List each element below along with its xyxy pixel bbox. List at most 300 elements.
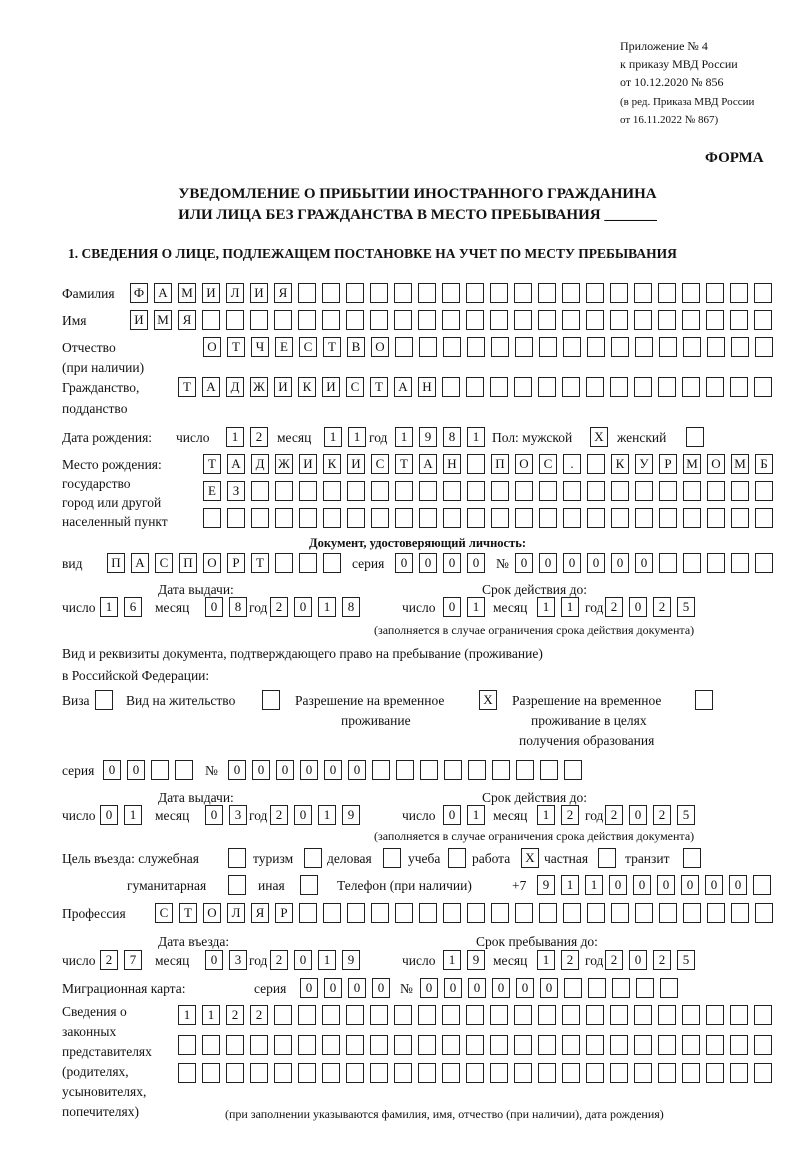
name-field-cell[interactable] [490, 310, 508, 330]
representatives-field-cell[interactable] [442, 1063, 460, 1083]
name-field-cell[interactable] [202, 310, 220, 330]
representatives-field-cell[interactable] [394, 1063, 412, 1083]
name-field-cell[interactable] [466, 310, 484, 330]
pob-field-cell[interactable] [515, 508, 533, 528]
surname-field-cell[interactable] [610, 283, 628, 303]
citizenship-field-cell[interactable]: Т [370, 377, 388, 397]
name-field-cell[interactable] [538, 310, 556, 330]
sex-male-checkbox[interactable]: X [590, 427, 608, 447]
representatives-field-cell[interactable] [754, 1005, 772, 1025]
patronymic-field-cell[interactable] [443, 337, 461, 357]
id-valid-year-field-cell[interactable]: 2 [653, 597, 671, 617]
pob-field-cell[interactable] [731, 508, 749, 528]
surname-field-cell[interactable] [442, 283, 460, 303]
representatives-field-cell[interactable] [682, 1005, 700, 1025]
representatives-field-cell[interactable] [322, 1063, 340, 1083]
representatives-field-cell[interactable] [394, 1035, 412, 1055]
right-doc-issue-year-field-cell[interactable]: 2 [270, 805, 288, 825]
name-field-cell[interactable] [586, 310, 604, 330]
pob-field-cell[interactable] [275, 508, 293, 528]
patronymic-field-cell[interactable] [683, 337, 701, 357]
id-valid-day-field-cell[interactable]: 0 [443, 597, 461, 617]
pob-field-cell[interactable] [347, 508, 365, 528]
pob-field-cell[interactable] [683, 481, 701, 501]
id-number-field-cell[interactable]: 0 [611, 553, 629, 573]
surname-field-cell[interactable] [298, 283, 316, 303]
pob-field-cell[interactable] [587, 508, 605, 528]
surname-field-cell[interactable] [346, 283, 364, 303]
profession-field-cell[interactable]: Л [227, 903, 245, 923]
id-number-field-cell[interactable]: 0 [515, 553, 533, 573]
profession-field-cell[interactable]: О [203, 903, 221, 923]
citizenship-field-cell[interactable] [562, 377, 580, 397]
surname-field-cell[interactable] [706, 283, 724, 303]
representatives-field-cell[interactable]: 2 [250, 1005, 268, 1025]
pob-field-cell[interactable] [443, 481, 461, 501]
pob-field-cell[interactable] [251, 481, 269, 501]
representatives-field-cell[interactable] [514, 1063, 532, 1083]
surname-field-cell[interactable] [370, 283, 388, 303]
patronymic-field-cell[interactable]: О [203, 337, 221, 357]
phone-field-cell[interactable]: 0 [681, 875, 699, 895]
pob-field-cell[interactable] [299, 508, 317, 528]
representatives-field-cell[interactable] [370, 1063, 388, 1083]
profession-field-cell[interactable] [467, 903, 485, 923]
name-field-cell[interactable] [514, 310, 532, 330]
surname-field-cell[interactable] [466, 283, 484, 303]
representatives-field-cell[interactable] [322, 1035, 340, 1055]
phone-field-cell[interactable]: 0 [705, 875, 723, 895]
migration-number-field-cell[interactable] [564, 978, 582, 998]
profession-field-cell[interactable] [371, 903, 389, 923]
patronymic-field-cell[interactable] [491, 337, 509, 357]
pob-field-cell[interactable] [491, 508, 509, 528]
citizenship-field-cell[interactable]: Т [178, 377, 196, 397]
representatives-field-cell[interactable] [490, 1005, 508, 1025]
pob-field-cell[interactable]: И [299, 454, 317, 474]
pob-field-cell[interactable] [371, 481, 389, 501]
pob-field-cell[interactable]: А [419, 454, 437, 474]
pob-field-cell[interactable]: Б [755, 454, 773, 474]
name-field-cell[interactable] [706, 310, 724, 330]
representatives-field-cell[interactable] [754, 1063, 772, 1083]
surname-field-cell[interactable]: А [154, 283, 172, 303]
citizenship-field-cell[interactable]: С [346, 377, 364, 397]
pob-field-cell[interactable]: Т [395, 454, 413, 474]
id-kind-field-cell[interactable] [275, 553, 293, 573]
representatives-field-cell[interactable] [226, 1063, 244, 1083]
entry-day-field-cell[interactable]: 2 [100, 950, 118, 970]
id-valid-month-field-cell[interactable]: 1 [561, 597, 579, 617]
id-valid-year-field-cell[interactable]: 5 [677, 597, 695, 617]
pob-field-cell[interactable]: Д [251, 454, 269, 474]
id-valid-year-field-cell[interactable]: 2 [605, 597, 623, 617]
patronymic-field-cell[interactable] [611, 337, 629, 357]
pob-field-cell[interactable] [755, 481, 773, 501]
representatives-field-cell[interactable] [682, 1063, 700, 1083]
migration-series-field-cell[interactable]: 0 [348, 978, 366, 998]
right-doc-issue-month-field-cell[interactable]: 3 [229, 805, 247, 825]
id-kind-field-cell[interactable]: С [155, 553, 173, 573]
citizenship-field-cell[interactable] [586, 377, 604, 397]
stay-month-field-cell[interactable]: 2 [561, 950, 579, 970]
dob-year-field-cell[interactable]: 1 [467, 427, 485, 447]
representatives-field-cell[interactable] [586, 1063, 604, 1083]
patronymic-field-cell[interactable] [467, 337, 485, 357]
dob-day-field-cell[interactable]: 2 [250, 427, 268, 447]
surname-field-cell[interactable] [730, 283, 748, 303]
representatives-field-cell[interactable] [538, 1005, 556, 1025]
pob-field-cell[interactable] [539, 508, 557, 528]
citizenship-field-cell[interactable] [634, 377, 652, 397]
surname-field-cell[interactable] [682, 283, 700, 303]
profession-field-cell[interactable] [731, 903, 749, 923]
pob-field-cell[interactable] [347, 481, 365, 501]
id-valid-day-field-cell[interactable]: 1 [467, 597, 485, 617]
pob-field-cell[interactable] [467, 454, 485, 474]
representatives-field-cell[interactable] [442, 1005, 460, 1025]
migration-number-field-cell[interactable] [612, 978, 630, 998]
citizenship-field-cell[interactable]: К [298, 377, 316, 397]
right-doc-number-field-cell[interactable] [564, 760, 582, 780]
surname-field-cell[interactable]: Я [274, 283, 292, 303]
representatives-field-cell[interactable] [634, 1035, 652, 1055]
pob-field-cell[interactable]: И [347, 454, 365, 474]
right-doc-valid-year-field-cell[interactable]: 0 [629, 805, 647, 825]
name-field-cell[interactable] [394, 310, 412, 330]
patronymic-field-cell[interactable] [419, 337, 437, 357]
profession-field-cell[interactable] [755, 903, 773, 923]
surname-field-cell[interactable]: М [178, 283, 196, 303]
citizenship-field-cell[interactable] [682, 377, 700, 397]
representatives-field-cell[interactable] [490, 1035, 508, 1055]
pob-field-cell[interactable] [443, 508, 461, 528]
right-doc-number-field-cell[interactable] [468, 760, 486, 780]
pob-field-cell[interactable] [563, 508, 581, 528]
representatives-field-cell[interactable] [610, 1005, 628, 1025]
representatives-field-cell[interactable] [274, 1005, 292, 1025]
phone-field-cell[interactable]: 0 [609, 875, 627, 895]
pob-field-cell[interactable] [707, 481, 725, 501]
surname-field-cell[interactable]: И [250, 283, 268, 303]
id-series-field-cell[interactable]: 0 [395, 553, 413, 573]
pob-field-cell[interactable] [299, 481, 317, 501]
id-number-field-cell[interactable] [659, 553, 677, 573]
name-field-cell[interactable] [442, 310, 460, 330]
stay-month-field-cell[interactable]: 1 [537, 950, 555, 970]
profession-field-cell[interactable] [707, 903, 725, 923]
surname-field-cell[interactable] [514, 283, 532, 303]
id-number-field-cell[interactable]: 0 [563, 553, 581, 573]
phone-field-cell[interactable]: 1 [585, 875, 603, 895]
id-kind-field-cell[interactable]: Т [251, 553, 269, 573]
pob-field-cell[interactable]: Е [203, 481, 221, 501]
id-kind-field-cell[interactable]: П [179, 553, 197, 573]
representatives-field-cell[interactable] [202, 1035, 220, 1055]
representatives-field-cell[interactable] [466, 1005, 484, 1025]
id-issue-month-field-cell[interactable]: 8 [229, 597, 247, 617]
pob-field-cell[interactable] [755, 508, 773, 528]
id-issue-day-field-cell[interactable]: 1 [100, 597, 118, 617]
right-doc-number-field-cell[interactable]: 0 [252, 760, 270, 780]
purpose-official-checkbox[interactable] [228, 848, 246, 868]
stay-year-field-cell[interactable]: 5 [677, 950, 695, 970]
representatives-field-cell[interactable] [274, 1063, 292, 1083]
patronymic-field-cell[interactable]: Т [227, 337, 245, 357]
representatives-field-cell[interactable]: 1 [178, 1005, 196, 1025]
phone-field-cell[interactable]: 0 [729, 875, 747, 895]
representatives-field-cell[interactable] [250, 1063, 268, 1083]
patronymic-field-cell[interactable] [563, 337, 581, 357]
patronymic-field-cell[interactable] [659, 337, 677, 357]
surname-field-cell[interactable]: И [202, 283, 220, 303]
representatives-field-cell[interactable] [490, 1063, 508, 1083]
migration-number-field-cell[interactable]: 0 [420, 978, 438, 998]
citizenship-field-cell[interactable]: А [202, 377, 220, 397]
pob-field-cell[interactable] [323, 508, 341, 528]
citizenship-field-cell[interactable]: Н [418, 377, 436, 397]
right-doc-valid-month-field-cell[interactable]: 2 [561, 805, 579, 825]
patronymic-field-cell[interactable] [515, 337, 533, 357]
profession-field-cell[interactable] [683, 903, 701, 923]
name-field-cell[interactable] [322, 310, 340, 330]
profession-field-cell[interactable] [587, 903, 605, 923]
name-field-cell[interactable]: И [130, 310, 148, 330]
residence-permit-checkbox[interactable] [262, 690, 280, 710]
id-valid-year-field-cell[interactable]: 0 [629, 597, 647, 617]
patronymic-field-cell[interactable]: Т [323, 337, 341, 357]
representatives-field-cell[interactable] [514, 1035, 532, 1055]
representatives-field-cell[interactable] [466, 1063, 484, 1083]
representatives-field-cell[interactable] [586, 1005, 604, 1025]
patronymic-field-cell[interactable]: С [299, 337, 317, 357]
right-doc-valid-month-field-cell[interactable]: 1 [537, 805, 555, 825]
representatives-field-cell[interactable] [586, 1035, 604, 1055]
stay-day-field-cell[interactable]: 9 [467, 950, 485, 970]
id-issue-year-field-cell[interactable]: 8 [342, 597, 360, 617]
name-field-cell[interactable] [754, 310, 772, 330]
profession-field-cell[interactable] [347, 903, 365, 923]
name-field-cell[interactable] [370, 310, 388, 330]
profession-field-cell[interactable] [323, 903, 341, 923]
citizenship-field-cell[interactable] [730, 377, 748, 397]
temp-residence-checkbox[interactable]: X [479, 690, 497, 710]
purpose-business-checkbox[interactable] [383, 848, 401, 868]
id-kind-field-cell[interactable]: П [107, 553, 125, 573]
purpose-transit-checkbox[interactable] [683, 848, 701, 868]
id-number-field-cell[interactable] [707, 553, 725, 573]
pob-field-cell[interactable]: З [227, 481, 245, 501]
phone-field-cell[interactable] [753, 875, 771, 895]
representatives-field-cell[interactable] [370, 1035, 388, 1055]
representatives-field-cell[interactable] [346, 1005, 364, 1025]
representatives-field-cell[interactable] [610, 1063, 628, 1083]
representatives-field-cell[interactable] [562, 1005, 580, 1025]
representatives-field-cell[interactable] [346, 1035, 364, 1055]
pob-field-cell[interactable] [419, 481, 437, 501]
pob-field-cell[interactable]: А [227, 454, 245, 474]
patronymic-field-cell[interactable] [587, 337, 605, 357]
profession-field-cell[interactable]: С [155, 903, 173, 923]
id-series-field-cell[interactable]: 0 [467, 553, 485, 573]
migration-number-field-cell[interactable] [660, 978, 678, 998]
pob-field-cell[interactable]: Т [203, 454, 221, 474]
pob-field-cell[interactable]: Н [443, 454, 461, 474]
purpose-tourism-checkbox[interactable] [304, 848, 322, 868]
name-field-cell[interactable]: М [154, 310, 172, 330]
name-field-cell[interactable] [610, 310, 628, 330]
representatives-field-cell[interactable] [370, 1005, 388, 1025]
representatives-field-cell[interactable] [298, 1005, 316, 1025]
phone-field-cell[interactable]: 0 [657, 875, 675, 895]
pob-field-cell[interactable] [395, 508, 413, 528]
phone-field-cell[interactable]: 1 [561, 875, 579, 895]
pob-field-cell[interactable] [635, 481, 653, 501]
representatives-field-cell[interactable] [730, 1063, 748, 1083]
profession-field-cell[interactable] [299, 903, 317, 923]
surname-field-cell[interactable]: Ф [130, 283, 148, 303]
pob-field-cell[interactable]: С [539, 454, 557, 474]
pob-field-cell[interactable]: Р [659, 454, 677, 474]
pob-field-cell[interactable]: У [635, 454, 653, 474]
id-number-field-cell[interactable]: 0 [539, 553, 557, 573]
right-doc-number-field-cell[interactable] [420, 760, 438, 780]
representatives-field-cell[interactable] [298, 1035, 316, 1055]
pob-field-cell[interactable] [467, 508, 485, 528]
id-kind-field-cell[interactable] [299, 553, 317, 573]
representatives-field-cell[interactable] [466, 1035, 484, 1055]
right-doc-issue-year-field-cell[interactable]: 1 [318, 805, 336, 825]
right-doc-series-field-cell[interactable] [151, 760, 169, 780]
right-doc-number-field-cell[interactable]: 0 [228, 760, 246, 780]
patronymic-field-cell[interactable] [635, 337, 653, 357]
profession-field-cell[interactable] [539, 903, 557, 923]
right-doc-number-field-cell[interactable]: 0 [300, 760, 318, 780]
pob-field-cell[interactable] [563, 481, 581, 501]
patronymic-field-cell[interactable] [755, 337, 773, 357]
name-field-cell[interactable] [250, 310, 268, 330]
citizenship-field-cell[interactable]: А [394, 377, 412, 397]
id-series-field-cell[interactable]: 0 [443, 553, 461, 573]
representatives-field-cell[interactable] [610, 1035, 628, 1055]
representatives-field-cell[interactable] [274, 1035, 292, 1055]
citizenship-field-cell[interactable]: Ж [250, 377, 268, 397]
purpose-other-checkbox[interactable] [300, 875, 318, 895]
representatives-field-cell[interactable] [706, 1035, 724, 1055]
right-doc-series-field-cell[interactable]: 0 [127, 760, 145, 780]
right-doc-issue-month-field-cell[interactable]: 0 [205, 805, 223, 825]
id-issue-month-field-cell[interactable]: 0 [205, 597, 223, 617]
right-doc-number-field-cell[interactable]: 0 [276, 760, 294, 780]
citizenship-field-cell[interactable] [442, 377, 460, 397]
entry-year-field-cell[interactable]: 2 [270, 950, 288, 970]
migration-series-field-cell[interactable]: 0 [300, 978, 318, 998]
name-field-cell[interactable] [658, 310, 676, 330]
pob-field-cell[interactable]: С [371, 454, 389, 474]
representatives-field-cell[interactable] [634, 1005, 652, 1025]
migration-number-field-cell[interactable]: 0 [444, 978, 462, 998]
right-doc-issue-year-field-cell[interactable]: 9 [342, 805, 360, 825]
dob-month-field-cell[interactable]: 1 [324, 427, 342, 447]
right-doc-valid-year-field-cell[interactable]: 2 [605, 805, 623, 825]
surname-field-cell[interactable] [490, 283, 508, 303]
representatives-field-cell[interactable] [730, 1035, 748, 1055]
phone-field-cell[interactable]: 0 [633, 875, 651, 895]
right-doc-valid-day-field-cell[interactable]: 0 [443, 805, 461, 825]
profession-field-cell[interactable] [491, 903, 509, 923]
name-field-cell[interactable] [634, 310, 652, 330]
pob-field-cell[interactable]: . [563, 454, 581, 474]
representatives-field-cell[interactable] [562, 1035, 580, 1055]
name-field-cell[interactable] [274, 310, 292, 330]
entry-month-field-cell[interactable]: 3 [229, 950, 247, 970]
right-doc-number-field-cell[interactable] [372, 760, 390, 780]
id-kind-field-cell[interactable] [323, 553, 341, 573]
name-field-cell[interactable] [730, 310, 748, 330]
patronymic-field-cell[interactable]: Ч [251, 337, 269, 357]
pob-field-cell[interactable]: М [683, 454, 701, 474]
purpose-work-checkbox[interactable]: X [521, 848, 539, 868]
name-field-cell[interactable] [418, 310, 436, 330]
name-field-cell[interactable] [226, 310, 244, 330]
pob-field-cell[interactable] [491, 481, 509, 501]
pob-field-cell[interactable]: О [707, 454, 725, 474]
patronymic-field-cell[interactable] [395, 337, 413, 357]
patronymic-field-cell[interactable]: Е [275, 337, 293, 357]
citizenship-field-cell[interactable] [514, 377, 532, 397]
representatives-field-cell[interactable] [562, 1063, 580, 1083]
id-number-field-cell[interactable]: 0 [587, 553, 605, 573]
migration-number-field-cell[interactable]: 0 [468, 978, 486, 998]
representatives-field-cell[interactable] [658, 1005, 676, 1025]
citizenship-field-cell[interactable] [658, 377, 676, 397]
right-doc-series-field-cell[interactable]: 0 [103, 760, 121, 780]
purpose-private-checkbox[interactable] [598, 848, 616, 868]
pob-field-cell[interactable] [659, 508, 677, 528]
id-kind-field-cell[interactable]: А [131, 553, 149, 573]
stay-year-field-cell[interactable]: 2 [653, 950, 671, 970]
dob-year-field-cell[interactable]: 8 [443, 427, 461, 447]
pob-field-cell[interactable] [251, 508, 269, 528]
surname-field-cell[interactable] [394, 283, 412, 303]
entry-month-field-cell[interactable]: 0 [205, 950, 223, 970]
surname-field-cell[interactable]: Л [226, 283, 244, 303]
migration-number-field-cell[interactable] [636, 978, 654, 998]
id-issue-day-field-cell[interactable]: 6 [124, 597, 142, 617]
representatives-field-cell[interactable] [226, 1035, 244, 1055]
sex-female-checkbox[interactable] [686, 427, 704, 447]
profession-field-cell[interactable] [611, 903, 629, 923]
dob-day-field-cell[interactable]: 1 [226, 427, 244, 447]
pob-field-cell[interactable] [611, 508, 629, 528]
migration-series-field-cell[interactable]: 0 [324, 978, 342, 998]
citizenship-field-cell[interactable] [610, 377, 628, 397]
id-number-field-cell[interactable] [731, 553, 749, 573]
profession-field-cell[interactable] [659, 903, 677, 923]
migration-number-field-cell[interactable] [588, 978, 606, 998]
patronymic-field-cell[interactable]: О [371, 337, 389, 357]
name-field-cell[interactable]: Я [178, 310, 196, 330]
name-field-cell[interactable] [562, 310, 580, 330]
pob-field-cell[interactable] [275, 481, 293, 501]
pob-field-cell[interactable] [515, 481, 533, 501]
id-kind-field-cell[interactable]: Р [227, 553, 245, 573]
dob-year-field-cell[interactable]: 9 [419, 427, 437, 447]
right-doc-valid-day-field-cell[interactable]: 1 [467, 805, 485, 825]
stay-day-field-cell[interactable]: 1 [443, 950, 461, 970]
right-doc-number-field-cell[interactable] [492, 760, 510, 780]
pob-field-cell[interactable] [539, 481, 557, 501]
